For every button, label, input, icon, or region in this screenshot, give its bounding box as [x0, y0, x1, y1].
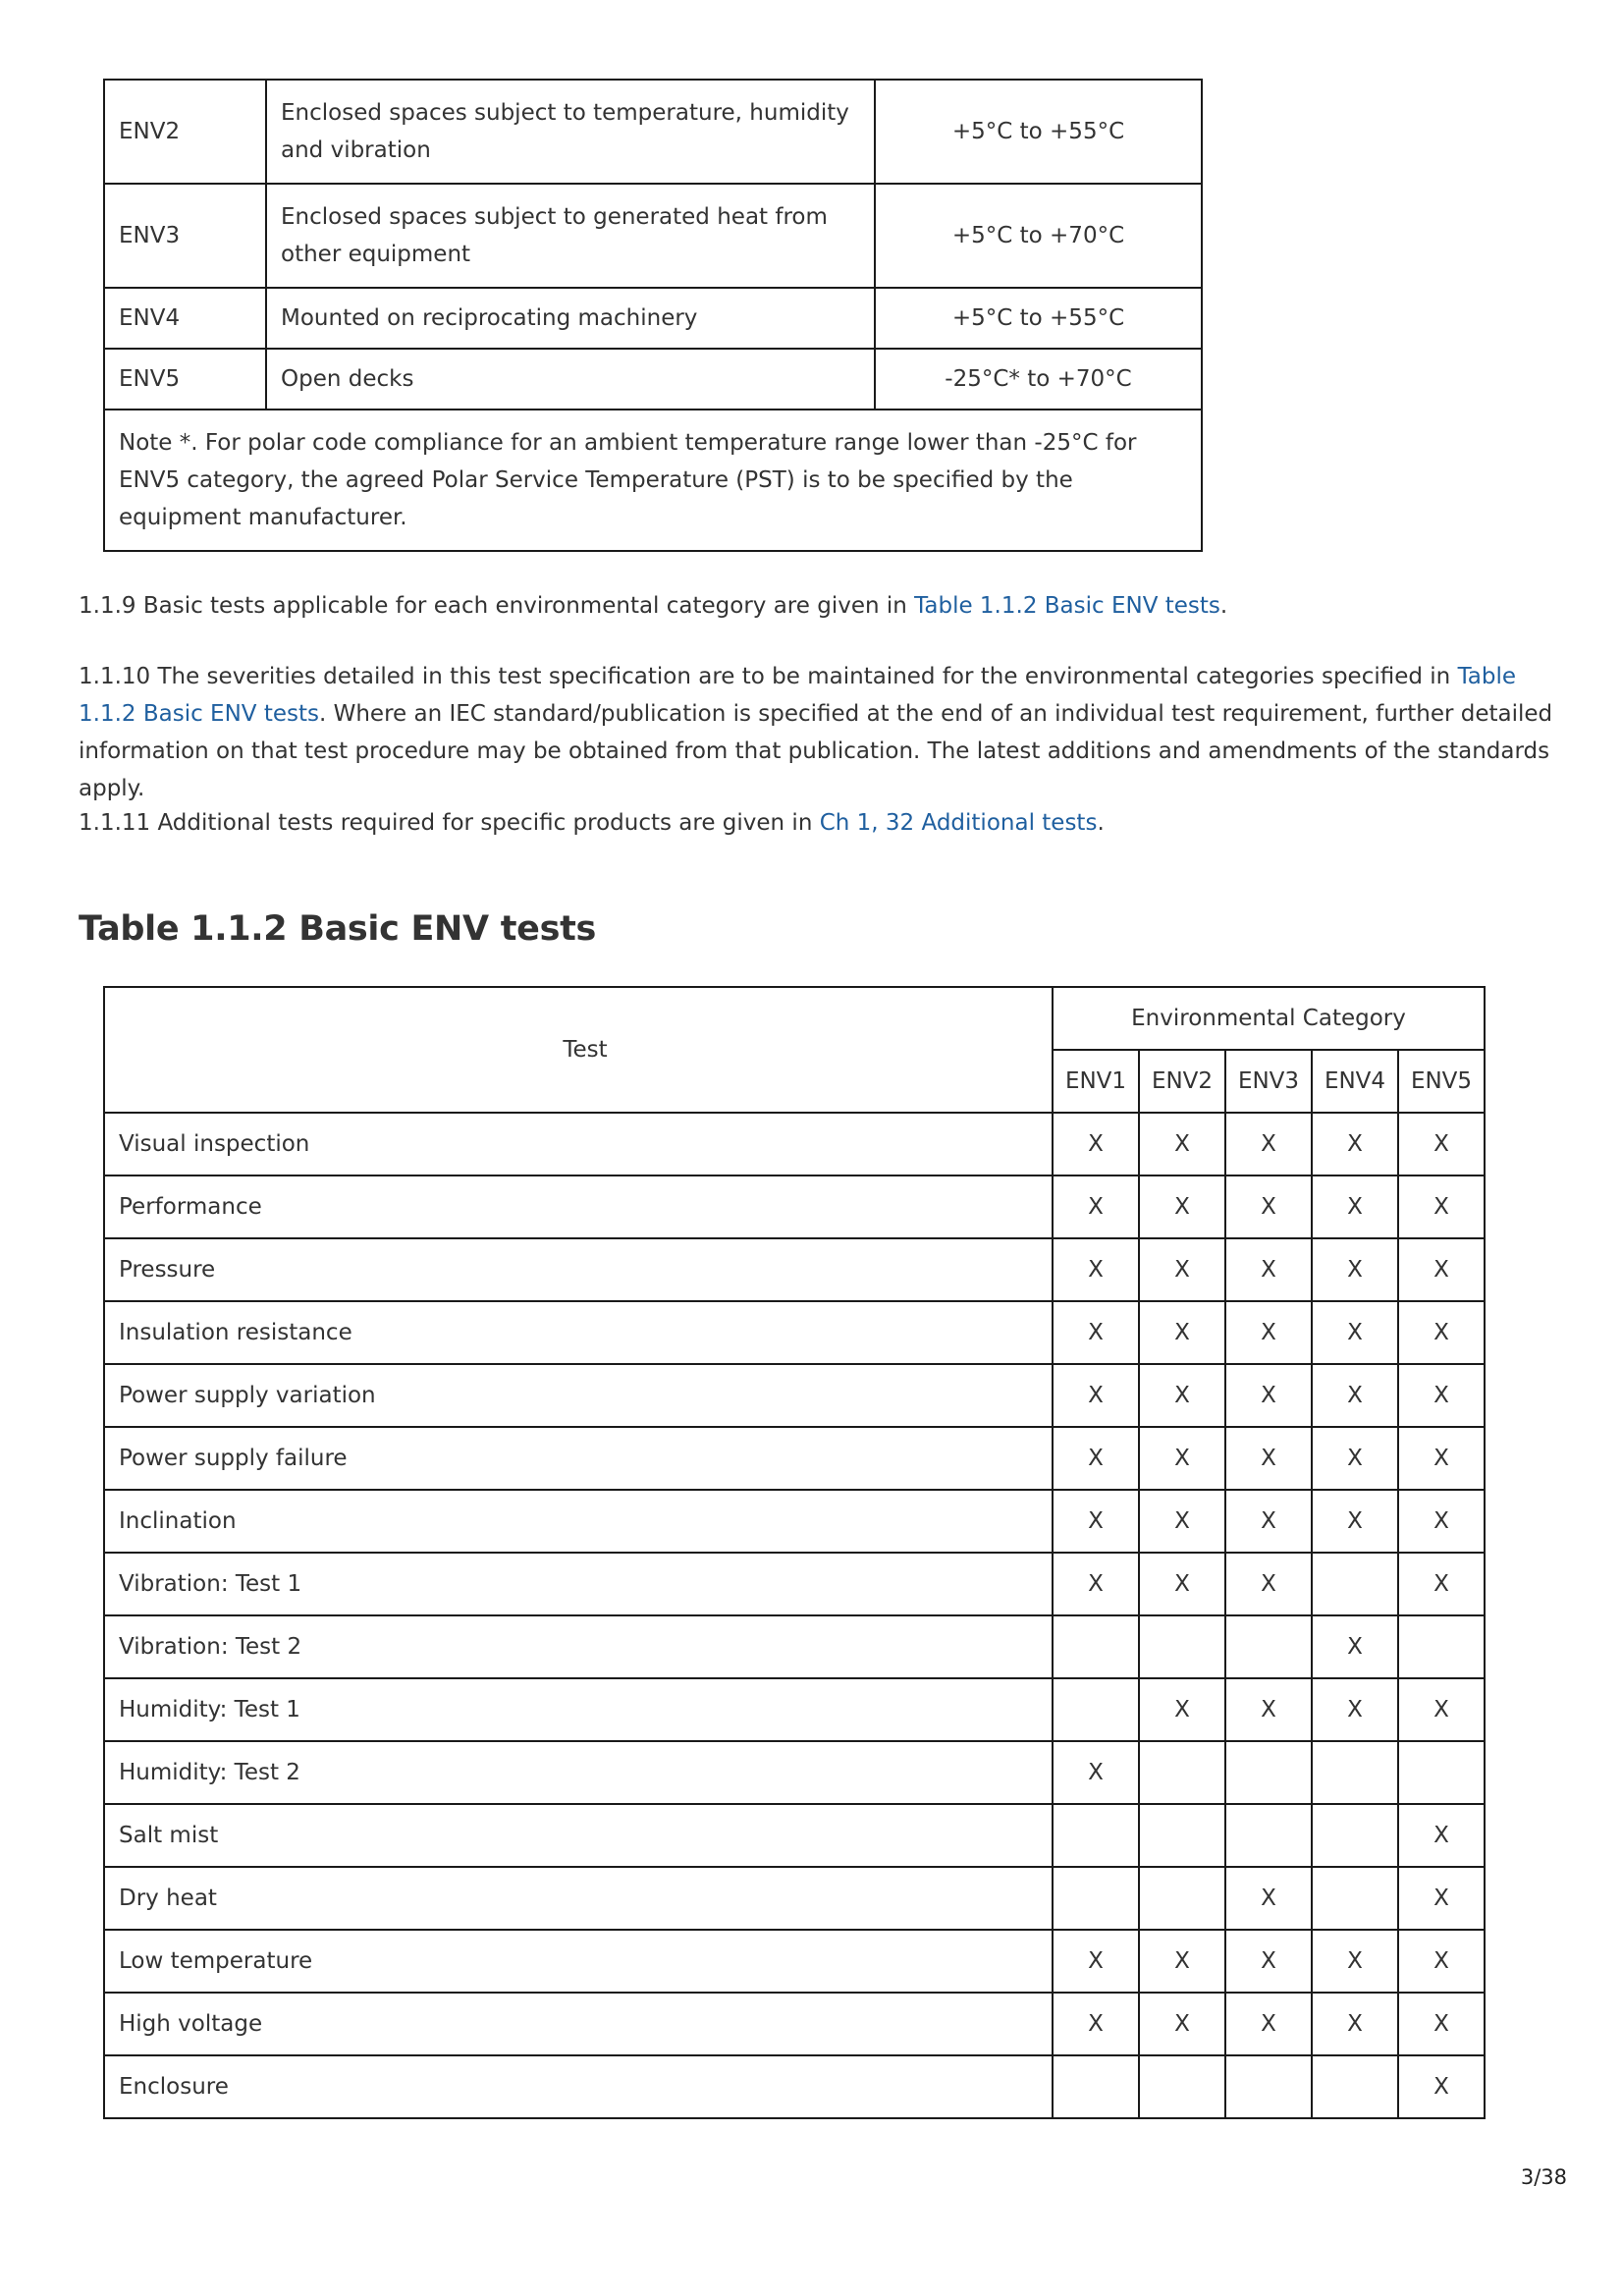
- applicability-mark-env4: X: [1312, 1113, 1398, 1175]
- header-env4: ENV4: [1312, 1050, 1398, 1113]
- applicability-mark-env2: [1139, 1867, 1225, 1930]
- table-row: [104, 1867, 1485, 1930]
- paragraph-text: . Where an IEC standard/publication is specified at the end of an individual test requirement, further detailed information on that test procedure may be obtained from that publication. The latest additions and amendments of the standards apply.: [79, 701, 1553, 801]
- env-description: Enclosed spaces subject to temperature, humidity and vibration: [266, 80, 875, 184]
- env-category-table: [103, 79, 1203, 552]
- applicability-mark-env1: X: [1053, 1930, 1139, 1993]
- table-row: [104, 1238, 1485, 1301]
- page-number: 3/38: [1520, 2165, 1567, 2189]
- applicability-mark-env5: X: [1398, 1490, 1485, 1553]
- applicability-mark-env5: X: [1398, 1553, 1485, 1615]
- env-description: Open decks: [266, 349, 875, 410]
- applicability-mark-env1: [1053, 1804, 1139, 1867]
- env-code: ENV4: [104, 288, 266, 349]
- table-row: [104, 288, 1202, 349]
- applicability-mark-env2: [1139, 2055, 1225, 2118]
- table-header-row: [104, 987, 1485, 1050]
- applicability-mark-env3: [1225, 1741, 1312, 1804]
- table-row: [104, 1930, 1485, 1993]
- applicability-mark-env4: X: [1312, 1615, 1398, 1678]
- table-row: [104, 1741, 1485, 1804]
- applicability-mark-env1: X: [1053, 1113, 1139, 1175]
- test-name: High voltage: [104, 1993, 1053, 2055]
- applicability-mark-env3: [1225, 1615, 1312, 1678]
- env-temperature-range: +5°C to +55°C: [875, 288, 1202, 349]
- table-row: [104, 80, 1202, 184]
- applicability-mark-env4: [1312, 1804, 1398, 1867]
- table-row: [104, 349, 1202, 410]
- applicability-mark-env1: [1053, 2055, 1139, 2118]
- applicability-mark-env5: X: [1398, 2055, 1485, 2118]
- applicability-mark-env2: X: [1139, 1678, 1225, 1741]
- paragraph-text: .: [1097, 810, 1105, 836]
- applicability-mark-env5: X: [1398, 1113, 1485, 1175]
- table-row: [104, 1364, 1485, 1427]
- env-code: ENV3: [104, 184, 266, 288]
- applicability-mark-env2: X: [1139, 1930, 1225, 1993]
- applicability-mark-env3: X: [1225, 1427, 1312, 1490]
- env-temperature-range: +5°C to +55°C: [875, 80, 1202, 184]
- applicability-mark-env4: X: [1312, 1364, 1398, 1427]
- applicability-mark-env3: X: [1225, 1678, 1312, 1741]
- paragraph-1-1-11: [79, 804, 1571, 842]
- basic-env-tests-table: [103, 986, 1486, 2119]
- paragraph-1-1-9: [79, 587, 1571, 625]
- table-row: [104, 184, 1202, 288]
- applicability-mark-env5: X: [1398, 1364, 1485, 1427]
- applicability-mark-env3: [1225, 1804, 1312, 1867]
- header-test: Test: [104, 987, 1053, 1113]
- applicability-mark-env5: X: [1398, 1238, 1485, 1301]
- test-name: Salt mist: [104, 1804, 1053, 1867]
- applicability-mark-env1: X: [1053, 1553, 1139, 1615]
- test-name: Humidity: Test 1: [104, 1678, 1053, 1741]
- paragraph-text: 1.1.10 The severities detailed in this test specification are to be maintained for the environmental categories specified in: [79, 664, 1458, 689]
- paragraph-text: 1.1.11 Additional tests required for specific products are given in: [79, 810, 820, 836]
- applicability-mark-env1: X: [1053, 1427, 1139, 1490]
- test-name: Enclosure: [104, 2055, 1053, 2118]
- applicability-mark-env4: X: [1312, 1930, 1398, 1993]
- paragraph-text: .: [1219, 593, 1228, 619]
- applicability-mark-env2: [1139, 1615, 1225, 1678]
- test-name: Performance: [104, 1175, 1053, 1238]
- table-row: [104, 1175, 1485, 1238]
- applicability-mark-env4: [1312, 1553, 1398, 1615]
- env-table-note: Note *. For polar code compliance for an ambient temperature range lower than -25°C for ENV5 category, the agreed Polar Service Temperature (PST) is to be specified by the equipment manufacturer.: [104, 410, 1202, 551]
- header-env5: ENV5: [1398, 1050, 1485, 1113]
- test-name: Dry heat: [104, 1867, 1053, 1930]
- table-row: [104, 1678, 1485, 1741]
- applicability-mark-env4: [1312, 1741, 1398, 1804]
- applicability-mark-env2: X: [1139, 1301, 1225, 1364]
- applicability-mark-env3: X: [1225, 1364, 1312, 1427]
- test-name: Humidity: Test 2: [104, 1741, 1053, 1804]
- table-row: [104, 1804, 1485, 1867]
- table-1-1-2-link[interactable]: Table 1.1.2 Basic ENV tests: [914, 593, 1220, 619]
- applicability-mark-env5: X: [1398, 1427, 1485, 1490]
- applicability-mark-env4: X: [1312, 1993, 1398, 2055]
- applicability-mark-env3: X: [1225, 1930, 1312, 1993]
- applicability-mark-env5: X: [1398, 1678, 1485, 1741]
- applicability-mark-env2: X: [1139, 1175, 1225, 1238]
- env-code: ENV5: [104, 349, 266, 410]
- applicability-mark-env2: X: [1139, 1427, 1225, 1490]
- table-row: [104, 1427, 1485, 1490]
- test-name: Vibration: Test 1: [104, 1553, 1053, 1615]
- applicability-mark-env3: X: [1225, 1553, 1312, 1615]
- applicability-mark-env2: X: [1139, 1993, 1225, 2055]
- applicability-mark-env1: X: [1053, 1175, 1139, 1238]
- test-name: Insulation resistance: [104, 1301, 1053, 1364]
- table-row: [104, 1615, 1485, 1678]
- env-temperature-range: -25°C* to +70°C: [875, 349, 1202, 410]
- table-title: Table 1.1.2 Basic ENV tests: [79, 909, 597, 949]
- applicability-mark-env3: [1225, 2055, 1312, 2118]
- applicability-mark-env2: X: [1139, 1490, 1225, 1553]
- applicability-mark-env5: X: [1398, 1175, 1485, 1238]
- applicability-mark-env5: X: [1398, 1804, 1485, 1867]
- applicability-mark-env1: X: [1053, 1490, 1139, 1553]
- test-name: Power supply failure: [104, 1427, 1053, 1490]
- paragraph-1-1-10: [79, 658, 1571, 807]
- test-name: Low temperature: [104, 1930, 1053, 1993]
- applicability-mark-env4: X: [1312, 1427, 1398, 1490]
- applicability-mark-env4: X: [1312, 1175, 1398, 1238]
- header-environmental-category: Environmental Category: [1053, 987, 1485, 1050]
- table-row: [104, 2055, 1485, 2118]
- applicability-mark-env3: X: [1225, 1301, 1312, 1364]
- applicability-mark-env3: X: [1225, 1490, 1312, 1553]
- applicability-mark-env1: X: [1053, 1301, 1139, 1364]
- paragraph-text: 1.1.9 Basic tests applicable for each environmental category are given in: [79, 593, 915, 619]
- applicability-mark-env3: X: [1225, 1867, 1312, 1930]
- env-temperature-range: +5°C to +70°C: [875, 184, 1202, 288]
- applicability-mark-env5: X: [1398, 1930, 1485, 1993]
- env-description: Enclosed spaces subject to generated heat from other equipment: [266, 184, 875, 288]
- table-row: [104, 1553, 1485, 1615]
- test-name: Inclination: [104, 1490, 1053, 1553]
- applicability-mark-env5: [1398, 1741, 1485, 1804]
- test-name: Visual inspection: [104, 1113, 1053, 1175]
- env-code: ENV2: [104, 80, 266, 184]
- applicability-mark-env5: [1398, 1615, 1485, 1678]
- applicability-mark-env4: X: [1312, 1490, 1398, 1553]
- header-env3: ENV3: [1225, 1050, 1312, 1113]
- table-row: [104, 410, 1202, 551]
- additional-tests-link[interactable]: Ch 1, 32 Additional tests: [819, 810, 1098, 836]
- applicability-mark-env1: X: [1053, 1741, 1139, 1804]
- applicability-mark-env2: X: [1139, 1364, 1225, 1427]
- basic-env-tests-body: [104, 1113, 1485, 2118]
- applicability-mark-env4: X: [1312, 1301, 1398, 1364]
- test-name: Vibration: Test 2: [104, 1615, 1053, 1678]
- applicability-mark-env1: [1053, 1678, 1139, 1741]
- applicability-mark-env5: X: [1398, 1993, 1485, 2055]
- applicability-mark-env1: [1053, 1615, 1139, 1678]
- table-row: [104, 1993, 1485, 2055]
- applicability-mark-env4: [1312, 2055, 1398, 2118]
- applicability-mark-env2: X: [1139, 1553, 1225, 1615]
- applicability-mark-env1: X: [1053, 1238, 1139, 1301]
- table-row: [104, 1113, 1485, 1175]
- applicability-mark-env3: X: [1225, 1113, 1312, 1175]
- applicability-mark-env2: [1139, 1741, 1225, 1804]
- table-row: [104, 1490, 1485, 1553]
- applicability-mark-env3: X: [1225, 1175, 1312, 1238]
- applicability-mark-env1: X: [1053, 1993, 1139, 2055]
- applicability-mark-env4: X: [1312, 1238, 1398, 1301]
- table-1-1-2-link[interactable]: Table 1.1.2 Basic ENV tests: [79, 664, 1517, 727]
- header-env1: ENV1: [1053, 1050, 1139, 1113]
- applicability-mark-env2: X: [1139, 1238, 1225, 1301]
- applicability-mark-env1: [1053, 1867, 1139, 1930]
- table-row: [104, 1301, 1485, 1364]
- applicability-mark-env2: X: [1139, 1113, 1225, 1175]
- test-name: Pressure: [104, 1238, 1053, 1301]
- applicability-mark-env3: X: [1225, 1993, 1312, 2055]
- header-env2: ENV2: [1139, 1050, 1225, 1113]
- applicability-mark-env5: X: [1398, 1867, 1485, 1930]
- applicability-mark-env2: [1139, 1804, 1225, 1867]
- applicability-mark-env1: X: [1053, 1364, 1139, 1427]
- applicability-mark-env4: [1312, 1867, 1398, 1930]
- env-description: Mounted on reciprocating machinery: [266, 288, 875, 349]
- test-name: Power supply variation: [104, 1364, 1053, 1427]
- applicability-mark-env3: X: [1225, 1238, 1312, 1301]
- applicability-mark-env5: X: [1398, 1301, 1485, 1364]
- applicability-mark-env4: X: [1312, 1678, 1398, 1741]
